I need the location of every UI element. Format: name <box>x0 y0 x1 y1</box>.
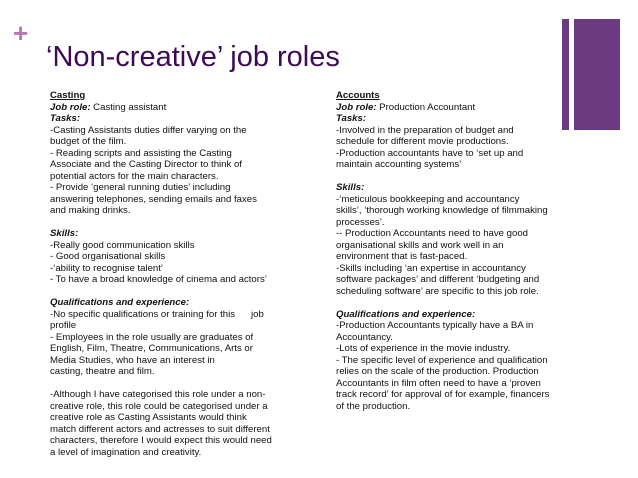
qualifications-label: Qualifications and experience: <box>336 308 476 320</box>
skills-label: Skills: <box>50 228 79 239</box>
tasks-label: Tasks: <box>336 113 367 124</box>
qualification-line: - The specific level of experience and qualification <box>336 354 548 366</box>
skill-line: scheduling software’ are specific to this job role. <box>336 285 539 297</box>
qualification-line: -Lots of experience in the movie industry. <box>336 343 511 354</box>
casting-column <box>50 90 290 458</box>
skill-line: processes’. <box>336 216 385 228</box>
task-line: - Reading scripts and assisting the Casting <box>50 147 232 159</box>
note-line: characters, therefore I would expect this would need <box>50 435 272 446</box>
task-line: -Involved in the preparation of budget and <box>336 124 514 136</box>
task-line: maintain accounting systems’ <box>336 159 462 170</box>
tasks-label: Tasks: <box>50 113 81 124</box>
slide-title: ‘Non-creative’ job roles <box>46 41 340 73</box>
spacer <box>336 171 576 183</box>
qualification-line: -Production Accountants typically have a BA in <box>336 320 534 331</box>
job-role-label: Job role: <box>50 101 91 113</box>
casting-heading: Casting <box>50 90 86 101</box>
spacer <box>50 286 290 298</box>
skills-label: Skills: <box>336 182 365 193</box>
task-line: potential actors for the main characters. <box>50 170 219 182</box>
task-line: and making drinks. <box>50 205 131 216</box>
job-role-value: Casting assistant <box>90 101 167 113</box>
qualification-line: Accountants in film often need to have a ‘proven <box>336 377 541 389</box>
spacer <box>336 297 576 309</box>
qualification-line: Accountancy. <box>336 331 393 343</box>
skill-line: -‘meticulous bookkeeping and accountancy <box>336 193 520 205</box>
accounts-heading: Accounts <box>336 90 380 101</box>
qualification-line: Media Studies, who have an interest in <box>50 354 215 366</box>
task-line: - Provide ‘general running duties’ including <box>50 182 231 193</box>
qualification-line: -No specific qualifications or training for this job <box>50 308 264 320</box>
task-line: schedule for different movie productions. <box>336 136 509 147</box>
accent-bar-thick <box>574 19 620 130</box>
spacer <box>50 378 290 390</box>
note-line: -Although I have categorised this role under a non- <box>50 389 266 400</box>
note-line: creative role as Casting Assistants would think <box>50 412 247 423</box>
task-line: answering telephones, sending emails and faxes <box>50 193 257 205</box>
qualification-line: English, Film, Theatre, Communications, Arts or <box>50 343 253 354</box>
spacer <box>50 217 290 229</box>
note-line: creative role, this role could be categorised under a <box>50 400 268 412</box>
task-line: -Production accountants have to ‘set up and <box>336 147 524 159</box>
skill-line: -Really good communication skills <box>50 239 195 251</box>
qualification-line: - Employees in the role usually are graduates of <box>50 331 254 343</box>
qualification-line: casting, theatre and film. <box>50 366 155 377</box>
skill-line: -Skills including ‘an expertise in accountancy <box>336 262 526 274</box>
task-line: -Casting Assistants duties differ varying on the <box>50 124 247 136</box>
note-line: match different actors and actresses to suit different <box>50 423 270 435</box>
qualification-line: profile <box>50 320 77 331</box>
task-line: Associate and the Casting Director to think of <box>50 159 242 170</box>
job-role-line <box>336 102 576 114</box>
accounts-column <box>336 90 576 412</box>
note-line: a level of imagination and creativity. <box>50 446 202 458</box>
skill-line: - To have a broad knowledge of cinema and actors’ <box>50 274 267 285</box>
skill-line: software packages’ and different ‘budgeting and <box>336 274 540 285</box>
skill-line: -‘ability to recognise talent’ <box>50 262 164 274</box>
job-role-value: Production Accountant <box>376 101 476 113</box>
skill-line: -- Production Accountants need to have good <box>336 228 529 239</box>
plus-icon: + <box>13 18 29 48</box>
qualification-line: of the production. <box>336 400 411 412</box>
qualification-line: track record’ for approval of for example, financers <box>336 389 550 400</box>
job-role-line <box>50 102 290 114</box>
skill-line: skills’, ‘thorough working knowledge of filmmaking <box>336 205 548 216</box>
skill-line: environment that is fast-paced. <box>336 251 468 262</box>
skill-line: organisational skills and work well in an <box>336 239 504 251</box>
task-line: budget of the film. <box>50 136 127 147</box>
skill-line: - Good organisational skills <box>50 251 166 262</box>
job-role-label: Job role: <box>336 101 377 113</box>
qualifications-label: Qualifications and experience: <box>50 297 190 308</box>
qualification-line: relies on the scale of the production. Production <box>336 366 539 377</box>
